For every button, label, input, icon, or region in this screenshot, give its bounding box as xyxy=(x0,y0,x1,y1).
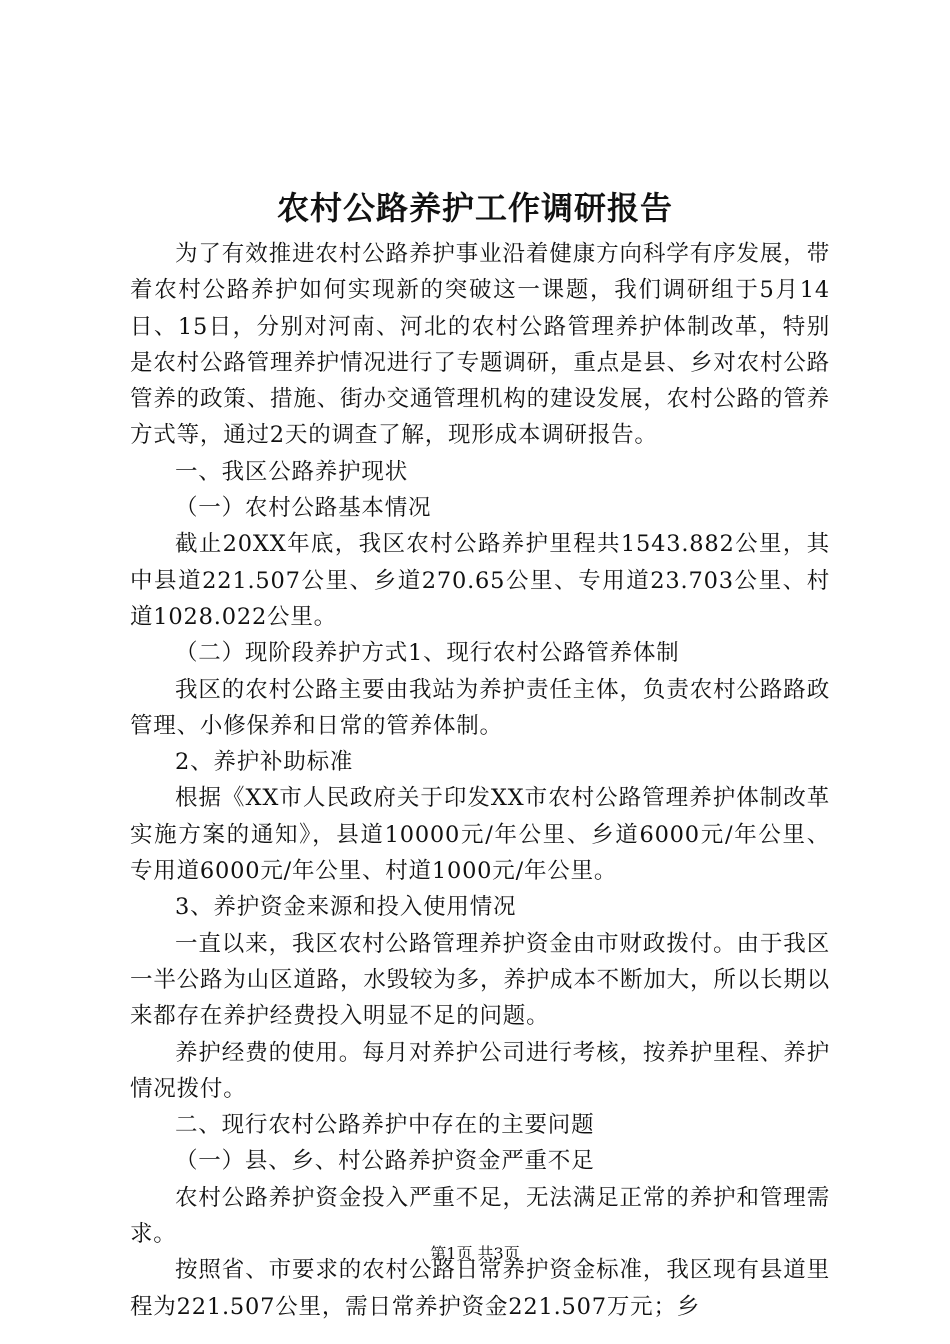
paragraph-maintenance-system: 我区的农村公路主要由我站为养护责任主体，负责农村公路路政管理、小修保养和日常的管养体制。 xyxy=(130,676,830,739)
paragraph-intro: 为了有效推进农村公路养护事业沿着健康方向科学有序发展，带着农村公路养护如何实现新的突破这一课题，我们调研组于5月14日、15日，分别对河南、河北的农村公路管理养护体制改革，特别是农村公路管理养护情况进行了专题调研，重点是县、乡对农村公路管养的政策、措施、街办交通管理机构的建设发展，农村公路的管养方式等，通过2天的调查了解，现形成本调研报告。 xyxy=(130,241,830,449)
heading-section-1: 一、我区公路养护现状 xyxy=(175,458,409,485)
paragraph-funding-usage: 养护经费的使用。每月对养护公司进行考核，按养护里程、养护情况拨付。 xyxy=(130,1039,830,1102)
document-body xyxy=(130,236,830,1325)
paragraph-road-mileage: 截止20XX年底，我区农村公路养护里程共1543.882公里，其中县道221.507公里、乡道270.65公里、专用道23.703公里、村道1028.022公里。 xyxy=(130,531,830,630)
heading-subsidy-standard: 2、养护补助标准 xyxy=(175,749,354,776)
page-footer: 第1页 共3页 xyxy=(430,1244,520,1263)
heading-subsection-2-1: （一）县、乡、村公路养护资金严重不足 xyxy=(175,1148,595,1175)
heading-subsection-1-2: （二）现阶段养护方式1、现行农村公路管养体制 xyxy=(175,640,680,667)
paragraph-subsidy-standard: 根据《XX市人民政府关于印发XX市农村公路管理养护体制改革实施方案的通知》，县道10000元/年公里、乡道6000元/年公里、专用道6000元/年公里、村道1000元/年公里。 xyxy=(130,785,830,885)
paragraph-funding-standard: 按照省、市要求的农村公路日常养护资金标准，我区现有县道里程为221.507公里，需日常养护资金221.507万元；乡 xyxy=(130,1257,830,1320)
heading-funding-source: 3、养护资金来源和投入使用情况 xyxy=(175,894,517,921)
document-title: 农村公路养护工作调研报告 xyxy=(276,189,673,227)
paragraph-funding-shortage: 农村公路养护资金投入严重不足，无法满足正常的养护和管理需求。 xyxy=(130,1184,830,1248)
heading-section-2: 二、现行农村公路养护中存在的主要问题 xyxy=(175,1112,595,1139)
heading-subsection-1-1: （一）农村公路基本情况 xyxy=(175,495,432,522)
paragraph-funding-source: 一直以来，我区农村公路管理养护资金由市财政拨付。由于我区一半公路为山区道路，水毁较为多，养护成本不断加大，所以长期以来都存在养护经费投入明显不足的问题。 xyxy=(130,930,830,1030)
